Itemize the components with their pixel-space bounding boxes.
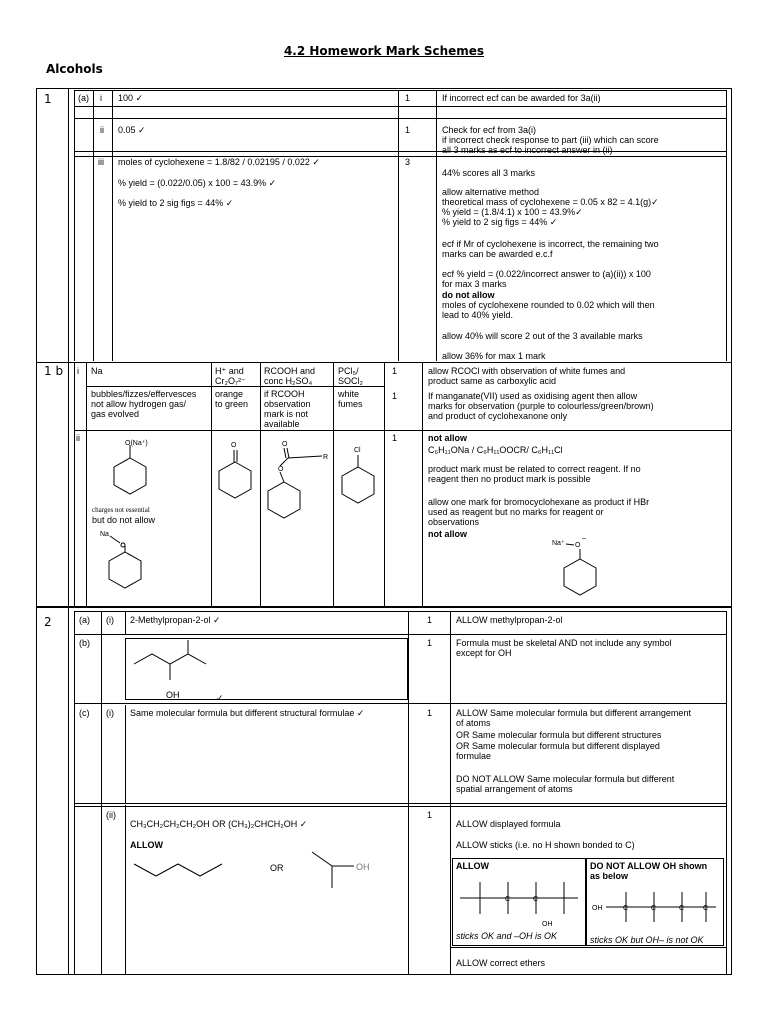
q2-cii-note3: ALLOW correct ethers xyxy=(456,958,546,968)
q2-allow-box-head: ALLOW xyxy=(456,861,489,871)
q1-ii-notes: Check for ecf from 3a(i) if incorrect check response to part (iii) which can score all 3 marks as ecf to incorrect answer in (ii) xyxy=(442,125,659,155)
q2-c-mark: 1 xyxy=(427,708,433,718)
q1b-obs-na: bubbles/fizzes/effervesces not allow hydrogen gas/ gas evolved xyxy=(91,389,197,419)
q1-iii-label: iii xyxy=(98,157,104,167)
cyclohexanone-structure xyxy=(214,438,258,506)
svg-text:C: C xyxy=(651,905,657,912)
q1b-reagent-dichromate: H⁺ and Cr₂O₇²⁻ xyxy=(215,366,246,386)
q2-cii-allow: ALLOW xyxy=(130,840,163,850)
q1b-but-not-allow: but do not allow xyxy=(92,515,156,525)
q1b-obs-pcl5: white fumes xyxy=(338,389,363,409)
q2-c-label: (c) xyxy=(79,708,90,718)
q1b-i-notes2: If manganate(VII) used as oxidising agent then allow marks for observation (purple to colourless/green/brown) and product of cyclohexanone only xyxy=(428,391,654,421)
q1-i-mark: 1 xyxy=(405,93,411,103)
q1-iii-note3: ecf if Mr of cyclohexene is incorrect, the remaining two marks can be awarded e.c.f xyxy=(442,239,659,259)
q2-b-notes: Formula must be skeletal AND not include any symbol except for OH xyxy=(456,638,672,658)
displayed-formula-not-allowed xyxy=(590,880,720,930)
displayed-formula-allowed xyxy=(456,874,582,932)
svg-text:O(Na⁺): O(Na⁺) xyxy=(125,440,148,447)
section-title: Alcohols xyxy=(46,62,103,76)
q1-iii-answer3: % yield to 2 sig figs = 44% ✓ xyxy=(118,198,234,208)
q2-b-tick: ✓ xyxy=(216,693,224,703)
q1-iii-note8: allow 36% for max 1 mark xyxy=(442,351,546,361)
q2-b-mark: 1 xyxy=(427,638,433,648)
q1b-ii-note5: not allow xyxy=(428,529,467,539)
q2-b-label: (b) xyxy=(79,638,90,648)
q1b-charges-note: charges not essential xyxy=(92,506,150,514)
q2-sticks-not-ok: sticks OK but OH– is not OK xyxy=(590,935,704,945)
q2-cii-sub: (ii) xyxy=(106,810,116,820)
q1-ii-label: ii xyxy=(100,125,104,135)
q1b-i-label: i xyxy=(77,366,79,376)
q1b-ii-note3: product mark must be related to correct reagent. If no reagent then no product mark is possible xyxy=(428,464,641,484)
q1b-ii-note2: C₆H₁₁ONa / C₆H₁₁OOCR/ C₆H₁₁Cl xyxy=(428,445,563,455)
q2-a-label: (a) xyxy=(79,615,90,625)
svg-text:–: – xyxy=(582,535,586,542)
q2-a-answer: 2-Methylpropan-2-ol ✓ xyxy=(130,615,221,625)
q1-iii-note2: allow alternative method theoretical mass of cyclohexene = 0.05 x 82 = 4.1(g)✓ % yield = (1.8/4.1) x 100 = 43.9%✓ % yield to 2 sig figs = 44% ✓ xyxy=(442,187,659,227)
q2-not-allow-box-head: DO NOT ALLOW OH shown as below xyxy=(590,861,708,881)
q1-iii-answer2: % yield = (0.022/0.05) x 100 = 43.9% ✓ xyxy=(118,178,277,188)
q1b-number: 1 b xyxy=(44,364,64,378)
q1b-ii-note4: allow one mark for bromocyclohexane as product if HBr used as reagent but no marks for reagent or observations xyxy=(428,497,650,527)
chlorocyclohexane-structure xyxy=(336,445,382,517)
q2-c-answer: Same molecular formula but different structural formulae ✓ xyxy=(130,708,365,718)
svg-text:Na⁺: Na⁺ xyxy=(552,540,565,547)
svg-text:C: C xyxy=(679,905,685,912)
q2-c-notes1: ALLOW Same molecular formula but different arrangement of atoms xyxy=(456,708,691,728)
q1-ii-answer: 0.05 ✓ xyxy=(118,125,146,135)
q1-iii-note6: moles of cyclohexene rounded to 0.02 which will then lead to 40% yield. xyxy=(442,300,655,320)
q1b-obs-rcooh: if RCOOH observation mark is not available xyxy=(264,389,311,429)
svg-text:OH: OH xyxy=(542,921,553,928)
svg-text:Na: Na xyxy=(100,531,109,538)
q2-cii-note2: ALLOW sticks (i.e. no H shown bonded to C) xyxy=(456,840,635,850)
q1-part-label: (a) xyxy=(78,93,89,103)
cyclohexanol-ion-structure xyxy=(100,440,160,505)
svg-text:O: O xyxy=(278,466,284,473)
q1b-obs-dichromate: orange to green xyxy=(215,389,249,409)
cyclohexyl-ester-structure xyxy=(262,440,334,540)
q1b-ii-note1: not allow xyxy=(428,433,467,443)
q1b-reagent-rcooh: RCOOH and conc H₂SO₄ xyxy=(264,366,316,386)
q2-a-notes: ALLOW methylpropan-2-ol xyxy=(456,615,563,625)
q2-a-mark: 1 xyxy=(427,615,433,625)
svg-text:C: C xyxy=(505,896,511,903)
q2-b-skeletal-structure xyxy=(130,640,230,698)
q1-number: 1 xyxy=(44,92,52,106)
q2-sticks-ok: sticks OK and –OH is OK xyxy=(456,931,558,941)
svg-text:Cl: Cl xyxy=(354,447,361,454)
q2-cii-mark: 1 xyxy=(427,810,433,820)
q1-iii-note1: 44% scores all 3 marks xyxy=(442,168,536,178)
q1-iii-note4: ecf % yield = (0.022/incorrect answer to (a)(ii)) x 100 for max 3 marks xyxy=(442,269,651,289)
svg-text:C: C xyxy=(703,905,709,912)
q2-c-notes2: OR Same molecular formula but different structures xyxy=(456,730,662,740)
q2-a-sub: (i) xyxy=(106,615,114,625)
svg-text:C: C xyxy=(623,905,629,912)
q2-c-sub: (i) xyxy=(106,708,114,718)
q1b-i-mark: 1 xyxy=(392,366,398,376)
q1b-reagent-na: Na xyxy=(91,366,103,376)
svg-text:R: R xyxy=(323,454,329,461)
sodium-cyclohexoxide-alt-structure xyxy=(550,535,610,610)
q1-ii-mark: 1 xyxy=(405,125,411,135)
svg-text:O: O xyxy=(575,542,581,549)
q2-number: 2 xyxy=(44,615,52,629)
document-title: 4.2 Homework Mark Schemes xyxy=(283,44,485,58)
q1b-ii-mark: 1 xyxy=(392,433,398,443)
svg-text:C: C xyxy=(533,896,539,903)
svg-text:O: O xyxy=(282,441,288,448)
q1-i-answer: 100 ✓ xyxy=(118,93,144,103)
q1-i-notes: If incorrect ecf can be awarded for 3a(ii) xyxy=(442,93,601,103)
q1-iii-note7: allow 40% will score 2 out of the 3 available marks xyxy=(442,331,643,341)
svg-text:OH: OH xyxy=(592,905,603,912)
sodium-cyclohexoxide-structure xyxy=(98,528,158,598)
q1-i-label: i xyxy=(100,93,102,103)
q1b-i-mark2: 1 xyxy=(392,391,398,401)
q1b-ii-label: ii xyxy=(76,433,80,443)
q2-c-notes4: DO NOT ALLOW Same molecular formula but different spatial arrangement of atoms xyxy=(456,774,675,794)
q2-cii-note1: ALLOW displayed formula xyxy=(456,819,561,829)
q2-cii-or: OR xyxy=(270,863,284,873)
q2-c-notes3: OR Same molecular formula but different displayed formulae xyxy=(456,741,660,761)
q1-iii-answer1: moles of cyclohexene = 1.8/82 / 0.02195 / 0.022 ✓ xyxy=(118,157,320,167)
q2-b-oh-label: OH xyxy=(166,690,180,700)
methylpropanol-skeletal xyxy=(310,848,380,894)
q1-iii-note5: do not allow xyxy=(442,290,495,300)
q1-iii-mark: 3 xyxy=(405,157,411,167)
butan-1-ol-skeletal xyxy=(130,850,230,880)
svg-text:O: O xyxy=(231,442,237,449)
q1b-i-notes1: allow RCOCl with observation of white fumes and product same as carboxylic acid xyxy=(428,366,626,386)
q1b-reagent-pcl5: PCl₅/ SOCl₂ xyxy=(338,366,363,386)
q2-cii-oh-label: OH xyxy=(356,862,370,872)
q2-cii-answer: CH₃CH₂CH₂CH₂OH OR (CH₃)₂CHCH₂OH ✓ xyxy=(130,819,308,829)
